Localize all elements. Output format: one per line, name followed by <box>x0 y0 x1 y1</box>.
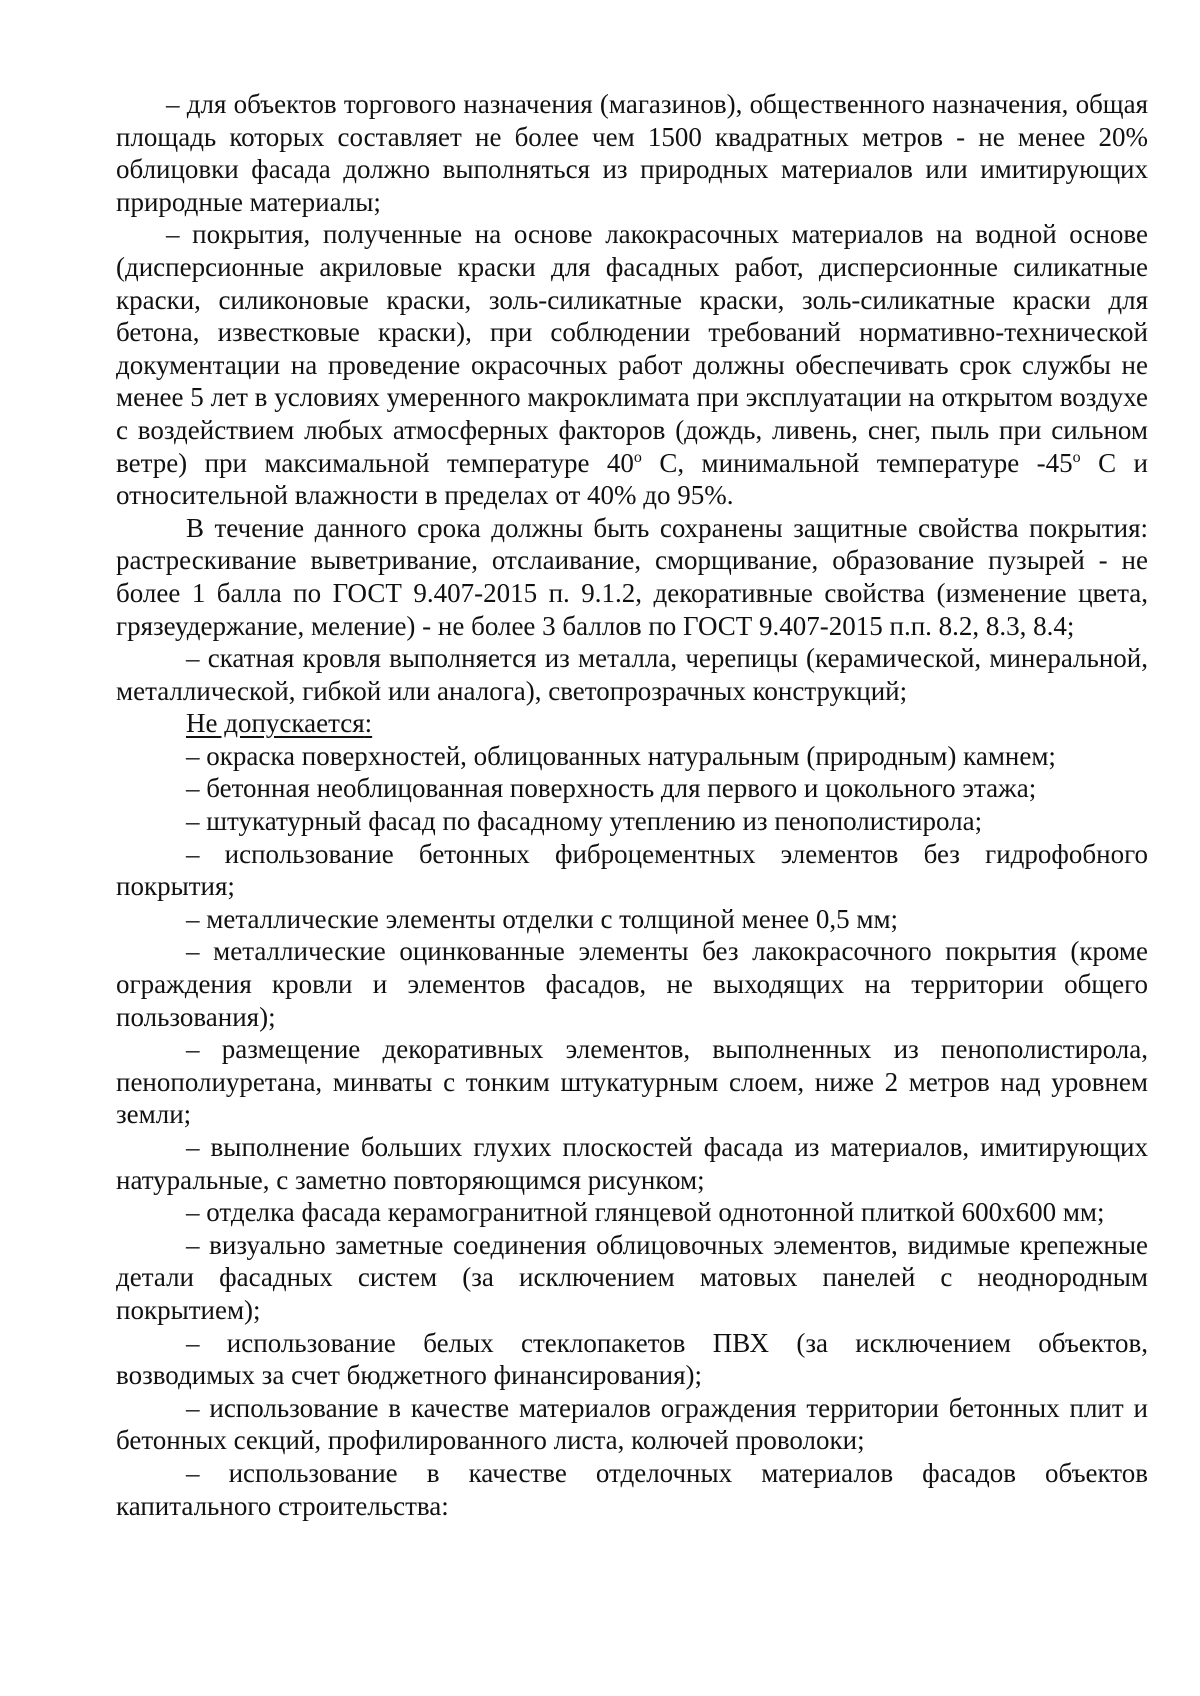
document-page <box>116 88 1148 1522</box>
not-allowed-heading-colon: : <box>364 708 373 739</box>
prohibited-item: – металлические элементы отделки с толщиной менее 0,5 мм; <box>186 903 899 934</box>
prohibited-item: – использование бетонных фиброцементных элементов без гидрофобного покрытия; <box>116 838 1148 902</box>
prohibited-item: – использование белых стеклопакетов ПВХ (за исключением объектов, возводимых за счет бюджетного финансирования); <box>116 1327 1148 1391</box>
coatings-text-3: С и относительной влажности в пределах от 40% до 95%. <box>116 447 1148 511</box>
prohibited-item: – визуально заметные соединения облицовочных элементов, видимые крепежные детали фасадных систем (за исключением матовых панелей с неоднородным покрытием); <box>116 1229 1148 1325</box>
not-allowed-heading <box>116 707 1148 740</box>
prohibited-item: – отделка фасада керамогранитной глянцевой однотонной плиткой 600х600 мм; <box>186 1197 1105 1228</box>
prohibited-item: – окраска поверхностей, облицованных натуральным (природным) камнем; <box>186 740 1056 771</box>
degree-superscript: o <box>633 448 642 466</box>
coatings-text-1: – покрытия, полученные на основе лакокрасочных материалов на водной основе (дисперсионные акриловые краски для фасадных работ, дисперсионные силикатные краски, силиконовые краски, золь-силикатные краски, золь-силикатные краски для бетона, известковые краски), при соблюдении требований нормативно-технической документации на проведение окрасочных работ должны обеспечивать срок службы не менее 5 лет в условиях умеренного макроклимата при эксплуатации на открытом воздухе с воздействием любых атмосферных факторов (дождь, ливень, снег, пыль при сильном ветре) при максимальной температуре 40 <box>116 219 1148 478</box>
coatings-text-2: С, минимальной температуре -45 <box>641 447 1073 478</box>
paragraph-protective-properties: В течение данного срока должны быть сохранены защитные свойства покрытия: растрескивание выветривание, отслаивание, сморщивание, образование пузырей - не более 1 балла по ГОСТ 9.407-2015 п. 9.1.2, декоративные свойства (изменение цвета, грязеудержание, меление) - не более 3 баллов по ГОСТ 9.407-2015 п.п. 8.2, 8.3, 8.4; <box>116 512 1148 641</box>
prohibited-item: – выполнение больших глухих плоскостей фасада из материалов, имитирующих натуральные, с заметно повторяющимся рисунком; <box>116 1132 1148 1195</box>
prohibited-item: – металлические оцинкованные элементы без лакокрасочного покрытия (кроме ограждения кровли и элементов фасадов, не выходящих на территории общего пользования); <box>116 936 1148 1032</box>
prohibited-item: – использование в качестве отделочных материалов фасадов объектов капитального строительства: <box>116 1457 1148 1521</box>
paragraph-coatings <box>116 218 1148 511</box>
prohibited-item: – бетонная необлицованная поверхность для первого и цокольного этажа; <box>186 773 1037 804</box>
paragraph-shops-facade: – для объектов торгового назначения (магазинов), общественного назначения, общая площадь которых составляет не более чем 1500 квадратных метров - не менее 20% облицовки фасада должно выполняться из природных материалов или имитирующих природные материалы; <box>116 89 1148 217</box>
prohibited-item: – использование в качестве материалов ограждения территории бетонных плит и бетонных секций, профилированного листа, колючей проволоки; <box>116 1392 1148 1456</box>
paragraph-roof: – скатная кровля выполняется из металла, черепицы (керамической, минеральной, металлической, гибкой или аналога), светопрозрачных конструкций; <box>116 643 1148 706</box>
not-allowed-heading-text: Не допускается <box>186 708 365 739</box>
prohibited-item: – размещение декоративных элементов, выполненных из пенополистирола, пенополиуретана, минваты с тонким штукатурным слоем, ниже 2 метров над уровнем земли; <box>116 1034 1148 1130</box>
prohibited-item: – штукатурный фасад по фасадному утеплению из пенополистирола; <box>186 806 983 837</box>
degree-superscript: o <box>1072 448 1081 466</box>
